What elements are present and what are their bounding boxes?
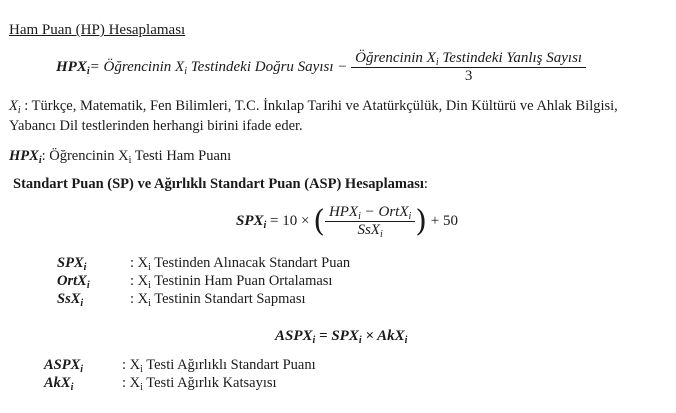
def-description: : $X_i$ Testinin Ham Puan Ortalaması: [130, 273, 333, 291]
def-description: : $X_i$ Testinden Alınacak Standart Puan: [130, 255, 351, 273]
sp-section-title: Standart Puan (SP) ve Ağırlıklı Standart Puan (ASP) Hesaplaması:: [13, 176, 428, 192]
def-symbol: AkX$_i$: [44, 375, 74, 393]
hp-fraction: [351, 50, 586, 85]
hp-formula: [56, 50, 586, 85]
def-description: : $X_i$ Testi Ağırlıklı Standart Puanı: [122, 357, 316, 375]
xi-description-line2: Yabancı Dil testlerinden herhangi birini ifade eder.: [9, 118, 303, 134]
def-symbol: $SPX_i$: [57, 255, 87, 273]
sp-fraction-numerator: $HPX_i$ − OrtX$_i$: [325, 204, 415, 222]
def-description: : $X_i$ Testinin Standart Sapması: [130, 291, 306, 309]
asp-formula: $ASPX_i = SPX_i \times AkX_i$: [275, 328, 408, 346]
sp-fraction-denominator: SsX$_i$: [357, 222, 383, 240]
def-symbol: $ASPX_i$: [44, 357, 84, 375]
hp-formula-text: = Öğrencinin $X_i$ Testindeki Doğru Sayısı −: [89, 58, 348, 77]
left-paren: (: [313, 204, 325, 239]
hpx-symbol: $HPX_i$: [56, 58, 90, 77]
sp-formula: $SPX_i = 10$ × ( $\frac{HPX_i - OrtX_i}{SsX_i}$ ) + 50: [236, 204, 458, 240]
hp-fraction-denominator: 3: [464, 68, 473, 84]
hp-section-title: Ham Puan (HP) Hesaplaması: [9, 22, 186, 38]
def-symbol: OrtX$_i$: [57, 273, 90, 291]
def-symbol: SsX$_i$: [57, 291, 84, 309]
def-description: : $X_i$ Testi Ağırlık Katsayısı: [122, 375, 277, 393]
right-paren: ): [415, 204, 428, 239]
hp-fraction-numerator: Öğrencinin $X_i$ Testindeki Yanlış Sayısı: [351, 50, 586, 68]
sp-fraction: [325, 204, 415, 239]
xi-description-line1: $X_i$ : Türkçe, Matematik, Fen Bilimleri, T.C. İnkılap Tarihi ve Atatürkçülük, Din Kültürü ve Ahlak Bilgisi,: [9, 98, 618, 116]
hpx-definition: $HPX_i$: Öğrencinin $X_i$ Testi Ham Puanı: [9, 148, 232, 166]
